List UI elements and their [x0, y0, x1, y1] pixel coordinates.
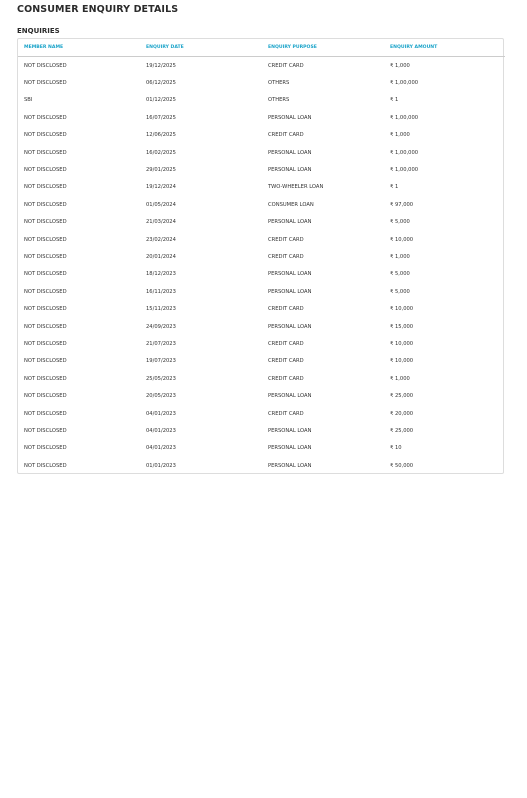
member-name-cell: NOT DISCLOSED: [24, 62, 67, 69]
table-row: [18, 457, 505, 474]
member-name-cell: NOT DISCLOSED: [24, 167, 67, 174]
member-name-cell: NOT DISCLOSED: [24, 236, 67, 243]
enquiry-amount-cell: ₹ 1,00,000: [390, 149, 419, 156]
enquiry-date-cell: 01/05/2024: [146, 201, 176, 208]
table-row: [18, 109, 505, 126]
member-name-cell: NOT DISCLOSED: [24, 375, 67, 382]
enquiries-table-card: [17, 38, 504, 474]
table-row: [18, 370, 505, 387]
table-row: [18, 92, 505, 109]
enquiry-amount-cell: ₹ 10,000: [390, 236, 414, 243]
enquiry-date-cell: 18/12/2023: [146, 271, 176, 278]
enquiry-purpose-cell: CREDIT CARD: [268, 306, 304, 313]
enquiry-amount-cell: ₹ 5,000: [390, 288, 410, 295]
enquiry-amount-cell: ₹ 10,000: [390, 358, 414, 365]
table-body: [18, 57, 505, 475]
table-row: [18, 231, 505, 248]
enquiry-amount-cell: ₹ 1,000: [390, 62, 410, 69]
enquiry-date-cell: 16/11/2023: [146, 288, 176, 295]
enquiry-date-cell: 16/02/2025: [146, 149, 176, 156]
table-row: [18, 283, 505, 300]
enquiry-purpose-cell: PERSONAL LOAN: [268, 445, 312, 452]
enquiry-date-cell: 19/12/2025: [146, 62, 176, 69]
enquiry-date-cell: 06/12/2025: [146, 80, 176, 87]
column-header-member-name: MEMBER NAME: [18, 39, 140, 57]
enquiry-date-cell: 01/01/2023: [146, 462, 176, 469]
enquiry-date-cell: 04/01/2023: [146, 427, 176, 434]
member-name-cell: NOT DISCLOSED: [24, 80, 67, 87]
enquiry-amount-cell: ₹ 25,000: [390, 393, 414, 400]
member-name-cell: NOT DISCLOSED: [24, 427, 67, 434]
enquiry-amount-cell: ₹ 5,000: [390, 271, 410, 278]
enquiry-amount-cell: ₹ 97,000: [390, 201, 414, 208]
enquiry-purpose-cell: PERSONAL LOAN: [268, 427, 312, 434]
table-row: [18, 74, 505, 91]
enquiry-purpose-cell: PERSONAL LOAN: [268, 271, 312, 278]
member-name-cell: SBI: [24, 97, 33, 104]
table-row: [18, 440, 505, 457]
table-row: [18, 179, 505, 196]
enquiry-purpose-cell: CREDIT CARD: [268, 62, 304, 69]
enquiry-purpose-cell: OTHERS: [268, 80, 290, 87]
enquiry-purpose-cell: CREDIT CARD: [268, 132, 304, 139]
table-row: [18, 161, 505, 178]
enquiry-date-cell: 04/01/2023: [146, 410, 176, 417]
member-name-cell: NOT DISCLOSED: [24, 114, 67, 121]
enquiry-amount-cell: ₹ 5,000: [390, 219, 410, 226]
member-name-cell: NOT DISCLOSED: [24, 445, 67, 452]
enquiry-date-cell: 29/01/2025: [146, 167, 176, 174]
member-name-cell: NOT DISCLOSED: [24, 253, 67, 260]
enquiry-purpose-cell: PERSONAL LOAN: [268, 167, 312, 174]
column-header-enquiry-purpose: ENQUIRY PURPOSE: [262, 39, 384, 57]
member-name-cell: NOT DISCLOSED: [24, 184, 67, 191]
table-row: [18, 248, 505, 265]
enquiry-purpose-cell: PERSONAL LOAN: [268, 149, 312, 156]
enquiry-purpose-cell: PERSONAL LOAN: [268, 393, 312, 400]
enquiry-purpose-cell: CREDIT CARD: [268, 253, 304, 260]
enquiry-amount-cell: ₹ 50,000: [390, 462, 414, 469]
enquiry-amount-cell: ₹ 15,000: [390, 323, 414, 330]
member-name-cell: NOT DISCLOSED: [24, 149, 67, 156]
enquiry-amount-cell: ₹ 10: [390, 445, 402, 452]
enquiry-purpose-cell: OTHERS: [268, 97, 290, 104]
enquiry-amount-cell: ₹ 1,000: [390, 375, 410, 382]
enquiry-date-cell: 21/03/2024: [146, 219, 176, 226]
enquiry-date-cell: 16/07/2025: [146, 114, 176, 121]
enquiry-date-cell: 20/05/2023: [146, 393, 176, 400]
enquiry-amount-cell: ₹ 1,00,000: [390, 167, 419, 174]
enquiry-amount-cell: ₹ 1,00,000: [390, 80, 419, 87]
table-row: [18, 300, 505, 317]
enquiry-purpose-cell: CREDIT CARD: [268, 236, 304, 243]
enquiry-date-cell: 01/12/2025: [146, 97, 176, 104]
member-name-cell: NOT DISCLOSED: [24, 271, 67, 278]
enquiry-purpose-cell: CONSUMER LOAN: [268, 201, 314, 208]
enquiry-purpose-cell: CREDIT CARD: [268, 340, 304, 347]
enquiry-date-cell: 21/07/2023: [146, 340, 176, 347]
enquiry-purpose-cell: PERSONAL LOAN: [268, 288, 312, 295]
enquiry-purpose-cell: CREDIT CARD: [268, 410, 304, 417]
column-header-enquiry-date: ENQUIRY DATE: [140, 39, 262, 57]
enquiry-purpose-cell: TWO-WHEELER LOAN: [268, 184, 324, 191]
table-row: [18, 387, 505, 404]
table-row: [18, 335, 505, 352]
enquiry-amount-cell: ₹ 1: [390, 97, 399, 104]
enquiry-purpose-cell: PERSONAL LOAN: [268, 323, 312, 330]
enquiry-amount-cell: ₹ 1,000: [390, 132, 410, 139]
enquiry-amount-cell: ₹ 20,000: [390, 410, 414, 417]
enquiry-amount-cell: ₹ 1: [390, 184, 399, 191]
page-title: CONSUMER ENQUIRY DETAILS: [17, 4, 179, 15]
table-row: [18, 214, 505, 231]
enquiry-date-cell: 12/06/2025: [146, 132, 176, 139]
enquiry-purpose-cell: PERSONAL LOAN: [268, 114, 312, 121]
enquiries-table: [18, 39, 505, 474]
member-name-cell: NOT DISCLOSED: [24, 219, 67, 226]
enquiry-purpose-cell: CREDIT CARD: [268, 375, 304, 382]
member-name-cell: NOT DISCLOSED: [24, 323, 67, 330]
table-row: [18, 318, 505, 335]
table-row: [18, 405, 505, 422]
member-name-cell: NOT DISCLOSED: [24, 462, 67, 469]
enquiry-date-cell: 19/07/2023: [146, 358, 176, 365]
member-name-cell: NOT DISCLOSED: [24, 132, 67, 139]
member-name-cell: NOT DISCLOSED: [24, 410, 67, 417]
enquiry-purpose-cell: CREDIT CARD: [268, 358, 304, 365]
section-title-enquiries: ENQUIRIES: [17, 27, 60, 35]
enquiry-date-cell: 04/01/2023: [146, 445, 176, 452]
enquiry-amount-cell: ₹ 25,000: [390, 427, 414, 434]
enquiry-date-cell: 24/09/2023: [146, 323, 176, 330]
table-row: [18, 144, 505, 161]
member-name-cell: NOT DISCLOSED: [24, 340, 67, 347]
enquiry-date-cell: 23/02/2024: [146, 236, 176, 243]
enquiry-date-cell: 25/05/2023: [146, 375, 176, 382]
column-header-enquiry-amount: ENQUIRY AMOUNT: [384, 39, 505, 57]
table-row: [18, 353, 505, 370]
table-row: [18, 196, 505, 213]
enquiry-amount-cell: ₹ 10,000: [390, 306, 414, 313]
enquiry-date-cell: 19/12/2024: [146, 184, 176, 191]
enquiry-amount-cell: ₹ 1,000: [390, 253, 410, 260]
member-name-cell: NOT DISCLOSED: [24, 288, 67, 295]
table-row: [18, 57, 505, 75]
enquiry-amount-cell: ₹ 1,00,000: [390, 114, 419, 121]
enquiry-purpose-cell: PERSONAL LOAN: [268, 219, 312, 226]
enquiry-amount-cell: ₹ 10,000: [390, 340, 414, 347]
member-name-cell: NOT DISCLOSED: [24, 306, 67, 313]
table-header-row: [18, 39, 505, 57]
enquiry-date-cell: 20/01/2024: [146, 253, 176, 260]
enquiry-purpose-cell: PERSONAL LOAN: [268, 462, 312, 469]
table-row: [18, 266, 505, 283]
member-name-cell: NOT DISCLOSED: [24, 393, 67, 400]
table-row: [18, 127, 505, 144]
table-row: [18, 422, 505, 439]
enquiry-date-cell: 15/11/2023: [146, 306, 176, 313]
member-name-cell: NOT DISCLOSED: [24, 201, 67, 208]
member-name-cell: NOT DISCLOSED: [24, 358, 67, 365]
